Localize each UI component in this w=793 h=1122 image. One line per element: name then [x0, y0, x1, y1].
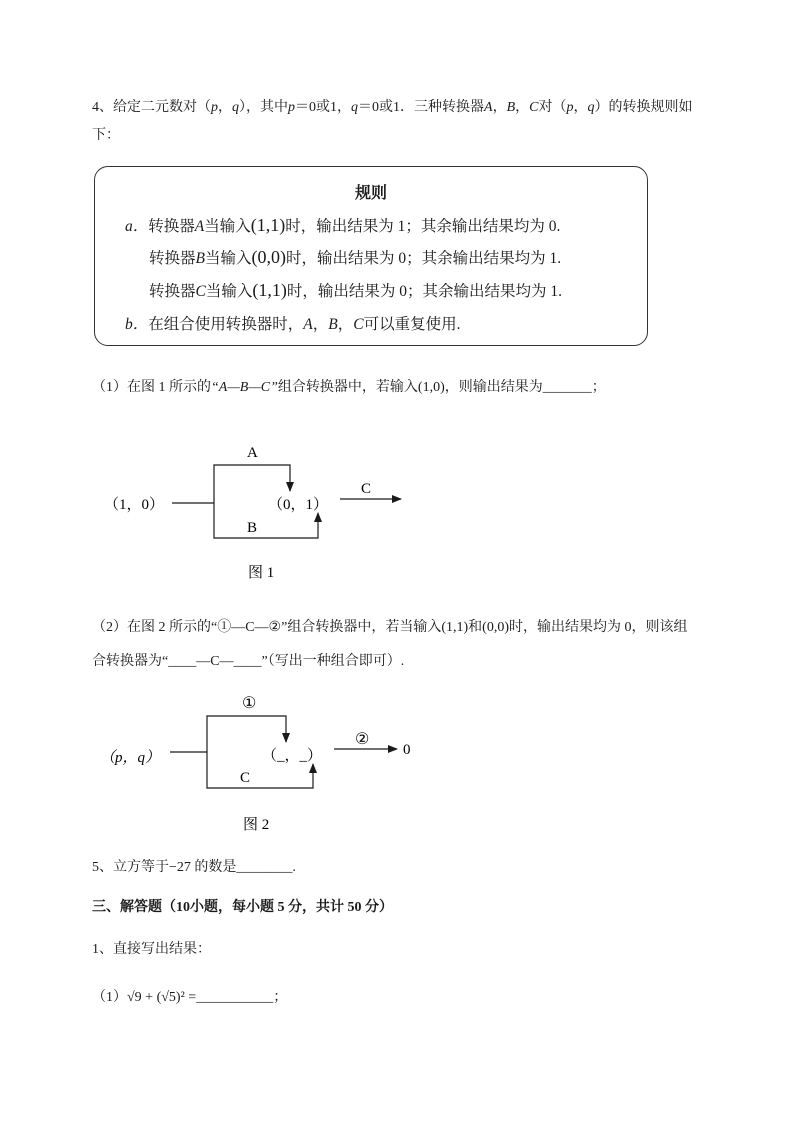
text-fragment: ， — [492, 100, 507, 115]
rule-a-line-2 — [149, 246, 561, 268]
text-fragment: ， — [218, 100, 232, 115]
text-fragment: ， — [573, 100, 588, 115]
figure-2-diagram — [0, 688, 793, 838]
var-p: p — [211, 100, 218, 115]
text-fragment: 时，输出结果为 0；其余输出结果均为 1. — [286, 283, 563, 300]
var-p: p — [288, 100, 295, 115]
rule-label: a． — [125, 218, 149, 235]
rule-label: b． — [125, 316, 149, 333]
text-fragment: 时，输出结果为 0；其余输出结果均为 1. — [286, 250, 562, 267]
text-fragment: 组合转换器中，若输入 — [277, 380, 418, 395]
text-fragment: 当输入 — [205, 283, 253, 300]
combo-label: “①—C—②” — [211, 620, 288, 635]
text-fragment: 转换器 — [149, 250, 196, 267]
var-C: C — [529, 100, 539, 115]
text-fragment: ， — [515, 100, 530, 115]
text-fragment: 给定二元数对（ — [113, 100, 211, 115]
rule-input: (0,0) — [251, 247, 286, 267]
text-fragment: 合转换器为 — [92, 654, 162, 669]
input-pair: (1,0) — [417, 380, 445, 395]
part-2-question-line-2 — [92, 652, 404, 672]
var-A: A — [303, 316, 313, 333]
combo-label: “A—B—C” — [211, 380, 278, 395]
figure-1-output-label: C — [361, 481, 372, 497]
text-fragment: 转换器 — [148, 218, 195, 235]
text-fragment: （写出一种组合即可）. — [267, 654, 405, 669]
figure-1-diagram — [0, 430, 793, 590]
text-fragment: ； — [273, 990, 288, 1005]
text-fragment: ），其中 — [239, 100, 288, 115]
text-fragment: ； — [591, 380, 606, 395]
input-pair: (0,0) — [482, 620, 509, 635]
math-expression: √9 + (√5)² = — [127, 990, 197, 1005]
rule-a-line-1 — [125, 214, 560, 236]
var-q: q — [351, 100, 358, 115]
text-fragment: 对（ — [538, 100, 567, 115]
figure-2-output-value: 0 — [403, 742, 411, 758]
text-fragment: 当输入 — [204, 250, 252, 267]
rules-title: 规则 — [354, 183, 387, 202]
text-fragment: 当输入 — [204, 218, 251, 235]
text-fragment: . — [292, 860, 296, 875]
figure-1-middle-label: （0，1） — [268, 497, 329, 513]
var-q: q — [587, 100, 595, 115]
figure-2-middle-label: （_，_） — [262, 748, 323, 764]
figure-1-caption: 图 1 — [248, 565, 275, 581]
var-p: p — [566, 100, 574, 115]
figure-2-bottom-label: C — [240, 770, 251, 786]
rule-input: (1,1) — [250, 215, 286, 235]
input-pair: (1,1) — [441, 620, 469, 635]
text-fragment: 在组合使用转换器时， — [148, 316, 304, 333]
text-fragment: 5、立方等于−27 的数是 — [92, 860, 237, 875]
figure-2-caption: 图 2 — [243, 817, 270, 833]
rule-input: (1,1) — [252, 280, 287, 300]
figure-2-top-label: ① — [242, 695, 257, 712]
text-fragment: ）的转换规则如 — [594, 100, 693, 115]
var-C: C — [353, 316, 364, 333]
section-3-question-1-part-1 — [92, 988, 287, 1008]
part-2-question-line-1 — [92, 618, 687, 638]
text-fragment: ＝0或1．三种转换器 — [358, 100, 484, 115]
rules-box — [94, 166, 648, 346]
text-fragment: 组合转换器中，若当输入 — [287, 620, 442, 635]
text-fragment: （2）在图 2 所示的 — [92, 620, 211, 635]
text-fragment: 时，输出结果均为 0，则该组 — [508, 620, 688, 635]
var-B: B — [328, 316, 338, 333]
section-3-question-1: 1、直接写出结果： — [92, 942, 211, 957]
figure-2-top-branch — [207, 716, 286, 752]
figure-2-input-label: （p，q） — [100, 750, 161, 766]
rule-a-line-3 — [149, 279, 562, 301]
text-fragment: （1） — [92, 990, 127, 1005]
text-fragment: ，则输出结果为 — [444, 380, 543, 395]
var-q: q — [232, 100, 239, 115]
rule-b — [125, 312, 460, 334]
text-fragment: （1）在图 1 所示的 — [92, 380, 211, 395]
part-1-question — [92, 378, 606, 398]
figure-1-input-label: （1，0） — [104, 497, 165, 513]
var-C: C — [195, 283, 206, 300]
question-5 — [92, 858, 296, 878]
text-fragment: 转换器 — [149, 283, 196, 300]
text-fragment: 时，输出结果为 1；其余输出结果均为 0. — [285, 218, 561, 235]
text-fragment: 和 — [468, 620, 483, 635]
answer-blank[interactable]: “____—C—____” — [162, 654, 268, 669]
text-fragment: ＝0或1， — [295, 100, 351, 115]
answer-blank[interactable]: _______ — [542, 380, 592, 395]
section-3-title: 三、解答题（10小题，每小题 5 分，共计 50 分） — [92, 900, 393, 915]
var-B: B — [506, 100, 516, 115]
answer-blank[interactable]: ________ — [236, 860, 293, 875]
var-A: A — [484, 100, 493, 115]
question-number: 4、 — [92, 100, 113, 115]
figure-1-bottom-label: B — [247, 520, 258, 536]
var-A: A — [194, 218, 205, 235]
question-4-intro — [92, 98, 692, 118]
question-4-intro-wrap: 下： — [92, 128, 120, 143]
var-B: B — [195, 250, 205, 267]
figure-1-top-label: A — [247, 445, 258, 461]
text-fragment: ， — [312, 316, 329, 333]
figure-2-output-label: ② — [355, 731, 370, 748]
text-fragment: ， — [337, 316, 354, 333]
text-fragment: 可以重复使用. — [363, 316, 461, 333]
answer-blank[interactable]: ___________ — [196, 990, 274, 1005]
